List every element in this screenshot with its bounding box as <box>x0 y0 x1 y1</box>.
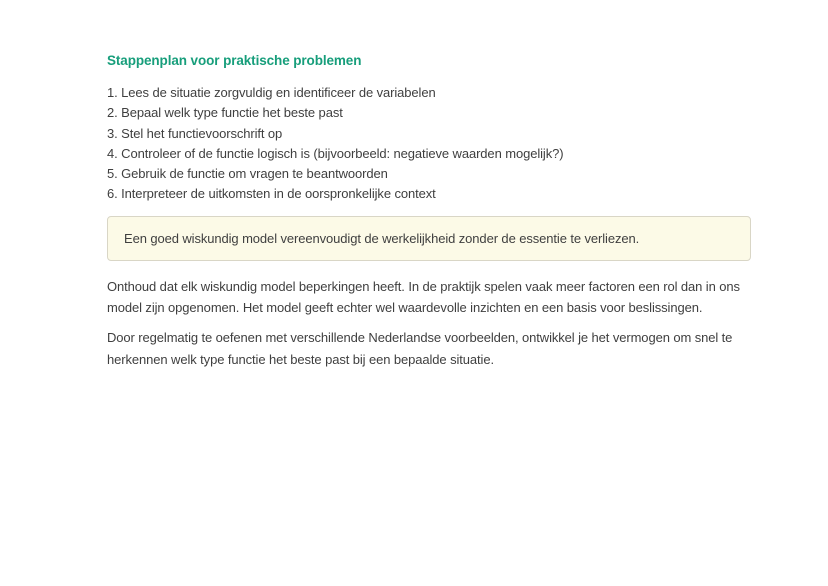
step-item: 5. Gebruik de functie om vragen te beantwoorden <box>107 164 751 184</box>
step-item: 4. Controleer of de functie logisch is (bijvoorbeeld: negatieve waarden mogelijk?) <box>107 144 751 164</box>
callout-box <box>107 216 751 261</box>
paragraph-limitations: Onthoud dat elk wiskundig model beperkingen heeft. In de praktijk spelen vaak meer factoren een rol dan in ons model zijn opgenomen. Het model geeft echter wel waardevolle inzichten en een basis voor beslissingen. <box>107 278 740 316</box>
step-item: 1. Lees de situatie zorgvuldig en identificeer de variabelen <box>107 83 751 103</box>
step-item: 3. Stel het functievoorschrift op <box>107 124 751 144</box>
callout-text: Een goed wiskundig model vereenvoudigt de werkelijkheid zonder de essentie te verliezen. <box>124 230 640 246</box>
steps-list <box>107 83 751 205</box>
step-item: 2. Bepaal welk type functie het beste past <box>107 103 751 123</box>
step-item: 6. Interpreteer de uitkomsten in de oorspronkelijke context <box>107 184 751 204</box>
section-heading: Stappenplan voor praktische problemen <box>107 53 362 68</box>
paragraph-practice: Door regelmatig te oefenen met verschillende Nederlandse voorbeelden, ontwikkel je het vermogen om snel te herkennen welk type functie het beste past bij een bepaalde situatie. <box>107 330 733 367</box>
